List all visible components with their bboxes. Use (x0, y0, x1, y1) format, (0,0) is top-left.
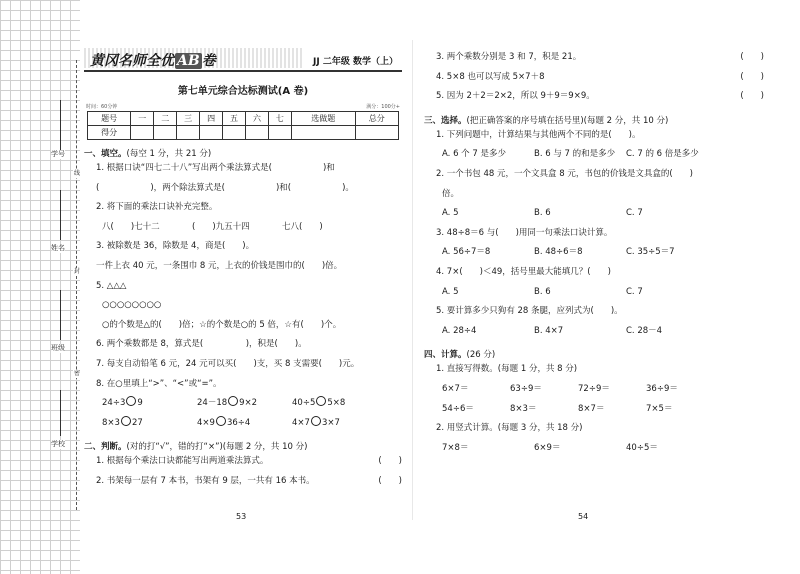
choice-option[interactable]: A. 56÷7＝8 (442, 247, 491, 258)
judge-text: 4. 5×8 也可以写成 5×7＋8 (436, 71, 545, 82)
choice-option[interactable]: B. 4×7 (534, 325, 564, 336)
choice-option[interactable]: B. 6 (534, 286, 551, 297)
calc-item[interactable]: 6×9＝ (534, 442, 561, 453)
compare-right: 36÷4 (226, 417, 251, 428)
section-note: (每空 1 分，共 21 分) (126, 149, 212, 159)
calc-2: 2. 用竖式计算。(每题 3 分，共 18 分) (436, 423, 583, 434)
binding-secret-char: 密 (73, 370, 80, 377)
compare-circle[interactable] (216, 416, 226, 426)
section-note: (对的打“√”，错的打“×”)(每题 2 分，共 10 分) (126, 442, 308, 453)
choice-option[interactable]: B. 6 与 7 的和是多少 (534, 149, 616, 160)
score-header-cell: 一 (131, 112, 154, 126)
question-3: 3. 被除数是 36，除数是 4，商是( )。 (96, 241, 255, 252)
choice-option[interactable]: A. 6 个 7 是多少 (442, 149, 506, 160)
score-table-score-row (88, 126, 399, 140)
compare-right: 9 (137, 398, 143, 409)
name-label: 姓名 (51, 244, 65, 252)
score-header-cell: 三 (177, 112, 200, 126)
score-header-cell: 四 (200, 112, 223, 126)
section-calculation (424, 348, 764, 360)
brand-text: 黄冈名师全优 (90, 53, 174, 69)
choice-2-options (424, 204, 764, 224)
school-line[interactable] (60, 390, 61, 436)
answer-paren[interactable]: ( ) (378, 475, 402, 486)
score-header-cell: 选做题 (291, 112, 355, 126)
answer-paren[interactable]: ( ) (378, 456, 402, 467)
score-header-cell: 二 (154, 112, 177, 126)
calc-item[interactable]: 8×7＝ (578, 403, 605, 414)
compare-item (102, 394, 197, 414)
compare-row-2 (84, 414, 402, 434)
section-title: 三、选择。 (424, 115, 467, 126)
brand-logo (90, 50, 216, 70)
judge-2 (84, 472, 402, 492)
compare-item (102, 414, 197, 434)
q2-item: 八( )七十二 (102, 221, 160, 232)
calc-item[interactable]: 54÷6＝ (442, 403, 474, 414)
choice-2: 2. 一个书包 48 元，一个文具盒 8 元，书包的价钱是文具盒的( ) (436, 168, 693, 179)
answer-paren[interactable]: ( ) (740, 52, 764, 62)
q2-item: 七八( ) (282, 221, 323, 232)
calc-item[interactable]: 40÷5＝ (626, 442, 658, 453)
header-bar (84, 48, 402, 72)
binding-grid (0, 0, 80, 574)
score-cell[interactable] (177, 126, 200, 140)
compare-item (292, 394, 345, 414)
binding-line-char: 线 (73, 170, 80, 177)
compare-right: 9×2 (239, 398, 258, 409)
right-page (424, 48, 764, 458)
compare-row-1 (84, 394, 402, 414)
question-7: 7. 每支自动铅笔 6 元，24 元可以买( )支，买 8 支需要( )元。 (96, 358, 360, 369)
choice-option[interactable]: C. 7 (626, 208, 643, 219)
question-2-items (84, 218, 402, 238)
calc-item[interactable]: 72÷9＝ (578, 383, 610, 394)
compare-circle[interactable] (126, 396, 136, 406)
choice-option[interactable]: A. 5 (442, 208, 459, 219)
student-id-line[interactable] (60, 100, 61, 150)
answer-paren[interactable]: ( ) (740, 91, 764, 102)
calc-1: 1. 直接写得数。(每题 1 分，共 8 分) (436, 364, 578, 375)
question-5-circles: ○○○○○○○○ (102, 300, 162, 311)
time-limit: 时间：60分钟 (86, 104, 118, 110)
calc-item[interactable]: 8×3＝ (510, 403, 537, 414)
calc-item[interactable]: 7×5＝ (646, 403, 673, 414)
judge-4 (424, 68, 764, 88)
judge-text: 2. 书架每一层有 7 本书，书架有 9 层，一共有 16 本书。 (96, 475, 315, 486)
calc-item[interactable]: 36÷9＝ (646, 383, 678, 394)
binding-seal-char: 封 (73, 268, 80, 275)
score-cell[interactable] (291, 126, 355, 140)
compare-left: 4×9 (197, 417, 215, 428)
section-note: (把正确答案的序号填在括号里)(每题 2 分，共 10 分) (466, 115, 669, 126)
compare-circle[interactable] (311, 416, 321, 426)
choice-option[interactable]: C. 28－4 (626, 325, 663, 336)
choice-option[interactable]: B. 48÷6＝8 (534, 247, 583, 258)
score-table-header-row (88, 112, 399, 126)
choice-2-cont: 倍。 (442, 188, 460, 199)
compare-item (292, 414, 340, 434)
student-id-label: 学号 (51, 150, 65, 158)
calc-item[interactable]: 7×8＝ (442, 442, 469, 453)
choice-5-options (424, 322, 764, 342)
calc-item[interactable]: 63÷9＝ (510, 383, 542, 394)
compare-left: 4×7 (292, 417, 310, 428)
choice-1: 1. 下列问题中，计算结果与其他两个不同的是( )。 (436, 129, 641, 140)
score-cell[interactable] (223, 126, 246, 140)
question-2: 2. 将下面的乘法口诀补充完整。 (96, 202, 218, 213)
compare-left: 8×3 (102, 417, 120, 428)
question-8: 8. 在○里填上“>”、“<”或“=”。 (96, 378, 222, 389)
choice-option[interactable]: B. 6 (534, 208, 551, 219)
section-title: 四、计算。 (424, 350, 467, 361)
question-1b: ( )，两个除法算式是( )和( )。 (96, 182, 354, 193)
compare-right: 3×7 (321, 417, 340, 428)
score-cell[interactable] (268, 126, 291, 140)
choice-3-options (424, 243, 764, 263)
brand-ab: AB (177, 53, 200, 69)
judge-5 (424, 87, 764, 107)
score-row-label: 得分 (88, 126, 131, 140)
compare-left: 24－18 (197, 398, 228, 409)
school-label: 学校 (51, 440, 65, 448)
score-header-cell: 题号 (88, 112, 131, 126)
left-page (84, 48, 402, 492)
page-number-left: 53 (236, 512, 247, 521)
q2-item: ( )九五十四 (192, 221, 250, 232)
binding-cut-line (76, 60, 77, 510)
choice-option[interactable]: A. 5 (442, 286, 459, 297)
page-divider (412, 40, 413, 520)
page-number-right: 54 (578, 512, 589, 521)
choice-5: 5. 要计算多少只狗有 28 条腿，应列式为( )。 (436, 306, 623, 317)
score-cell[interactable] (131, 126, 154, 140)
compare-left: 40÷5 (292, 398, 316, 409)
score-cell[interactable] (200, 126, 223, 140)
judge-text: 1. 根据每个乘法口诀都能写出两道乘法算式。 (96, 456, 269, 467)
question-5b: ○的个数是△的( )倍；☆的个数是○的 5 倍，☆有( )个。 (102, 319, 342, 330)
compare-circle[interactable] (121, 416, 131, 426)
choice-4: 4. 7×( )＜49，括号里最大能填几？( ) (436, 266, 611, 277)
judge-text: 3. 两个乘数分别是 3 和 7，积是 21。 (436, 52, 582, 62)
choice-3: 3. 48÷8＝6 与( )用同一句乘法口诀计算。 (436, 227, 613, 238)
section-true-false (84, 440, 402, 452)
choice-option[interactable]: A. 28÷4 (442, 325, 477, 336)
question-5: 5. △△△ (96, 280, 127, 291)
section-title: 一、填空。 (84, 149, 127, 159)
compare-circle[interactable] (228, 396, 238, 406)
full-score: 满分：100分+ (366, 104, 400, 110)
score-table (87, 111, 399, 140)
section-fill-blank (84, 147, 402, 159)
score-cell[interactable] (154, 126, 177, 140)
test-meta (84, 103, 402, 110)
compare-right: 5×8 (327, 398, 346, 409)
judge-text: 5. 因为 2＋2＝2×2，所以 9＋9＝9×9。 (436, 91, 595, 102)
compare-item (197, 394, 292, 414)
choice-option[interactable]: C. 35÷5＝7 (626, 247, 675, 258)
calc-item[interactable]: 6×7＝ (442, 383, 469, 394)
choice-option[interactable]: C. 7 的 6 倍是多少 (626, 149, 699, 160)
section-note: (26 分) (466, 350, 496, 361)
name-line[interactable] (60, 190, 61, 240)
section-title: 二、判断。 (84, 442, 127, 453)
choice-4-options (424, 283, 764, 303)
judge-1 (84, 452, 402, 472)
compare-left: 24÷3 (102, 398, 126, 409)
score-cell[interactable] (355, 126, 398, 140)
grade-label: JJ 二年级 数学（上） (313, 57, 398, 67)
score-header-cell: 六 (246, 112, 269, 126)
question-1a: 1. 根据口诀“四七二十八”写出两个乘法算式是( )和 (96, 163, 335, 173)
class-label: 班级 (51, 344, 65, 352)
answer-paren[interactable]: ( ) (740, 71, 764, 82)
test-title: 第七单元综合达标测试(A 卷) (177, 86, 309, 97)
compare-circle[interactable] (316, 396, 326, 406)
calc-1-row-1 (424, 380, 764, 400)
choice-1-options (424, 145, 764, 165)
compare-right: 27 (131, 417, 143, 428)
score-cell[interactable] (246, 126, 269, 140)
choice-option[interactable]: C. 7 (626, 286, 643, 297)
section-choice (424, 114, 764, 126)
brand-suffix: 卷 (201, 53, 216, 69)
score-header-cell: 七 (268, 112, 291, 126)
score-header-cell: 五 (223, 112, 246, 126)
class-line[interactable] (60, 290, 61, 340)
judge-3 (424, 48, 764, 68)
question-4: 一件上衣 40 元，一条围巾 8 元，上衣的价钱是围巾的( )倍。 (96, 260, 343, 271)
question-6: 6. 两个乘数都是 8，算式是( )，积是( )。 (96, 339, 307, 350)
calc-2-row (424, 439, 764, 459)
score-header-cell: 总分 (355, 112, 398, 126)
compare-item (197, 414, 292, 434)
calc-1-row-2 (424, 400, 764, 420)
